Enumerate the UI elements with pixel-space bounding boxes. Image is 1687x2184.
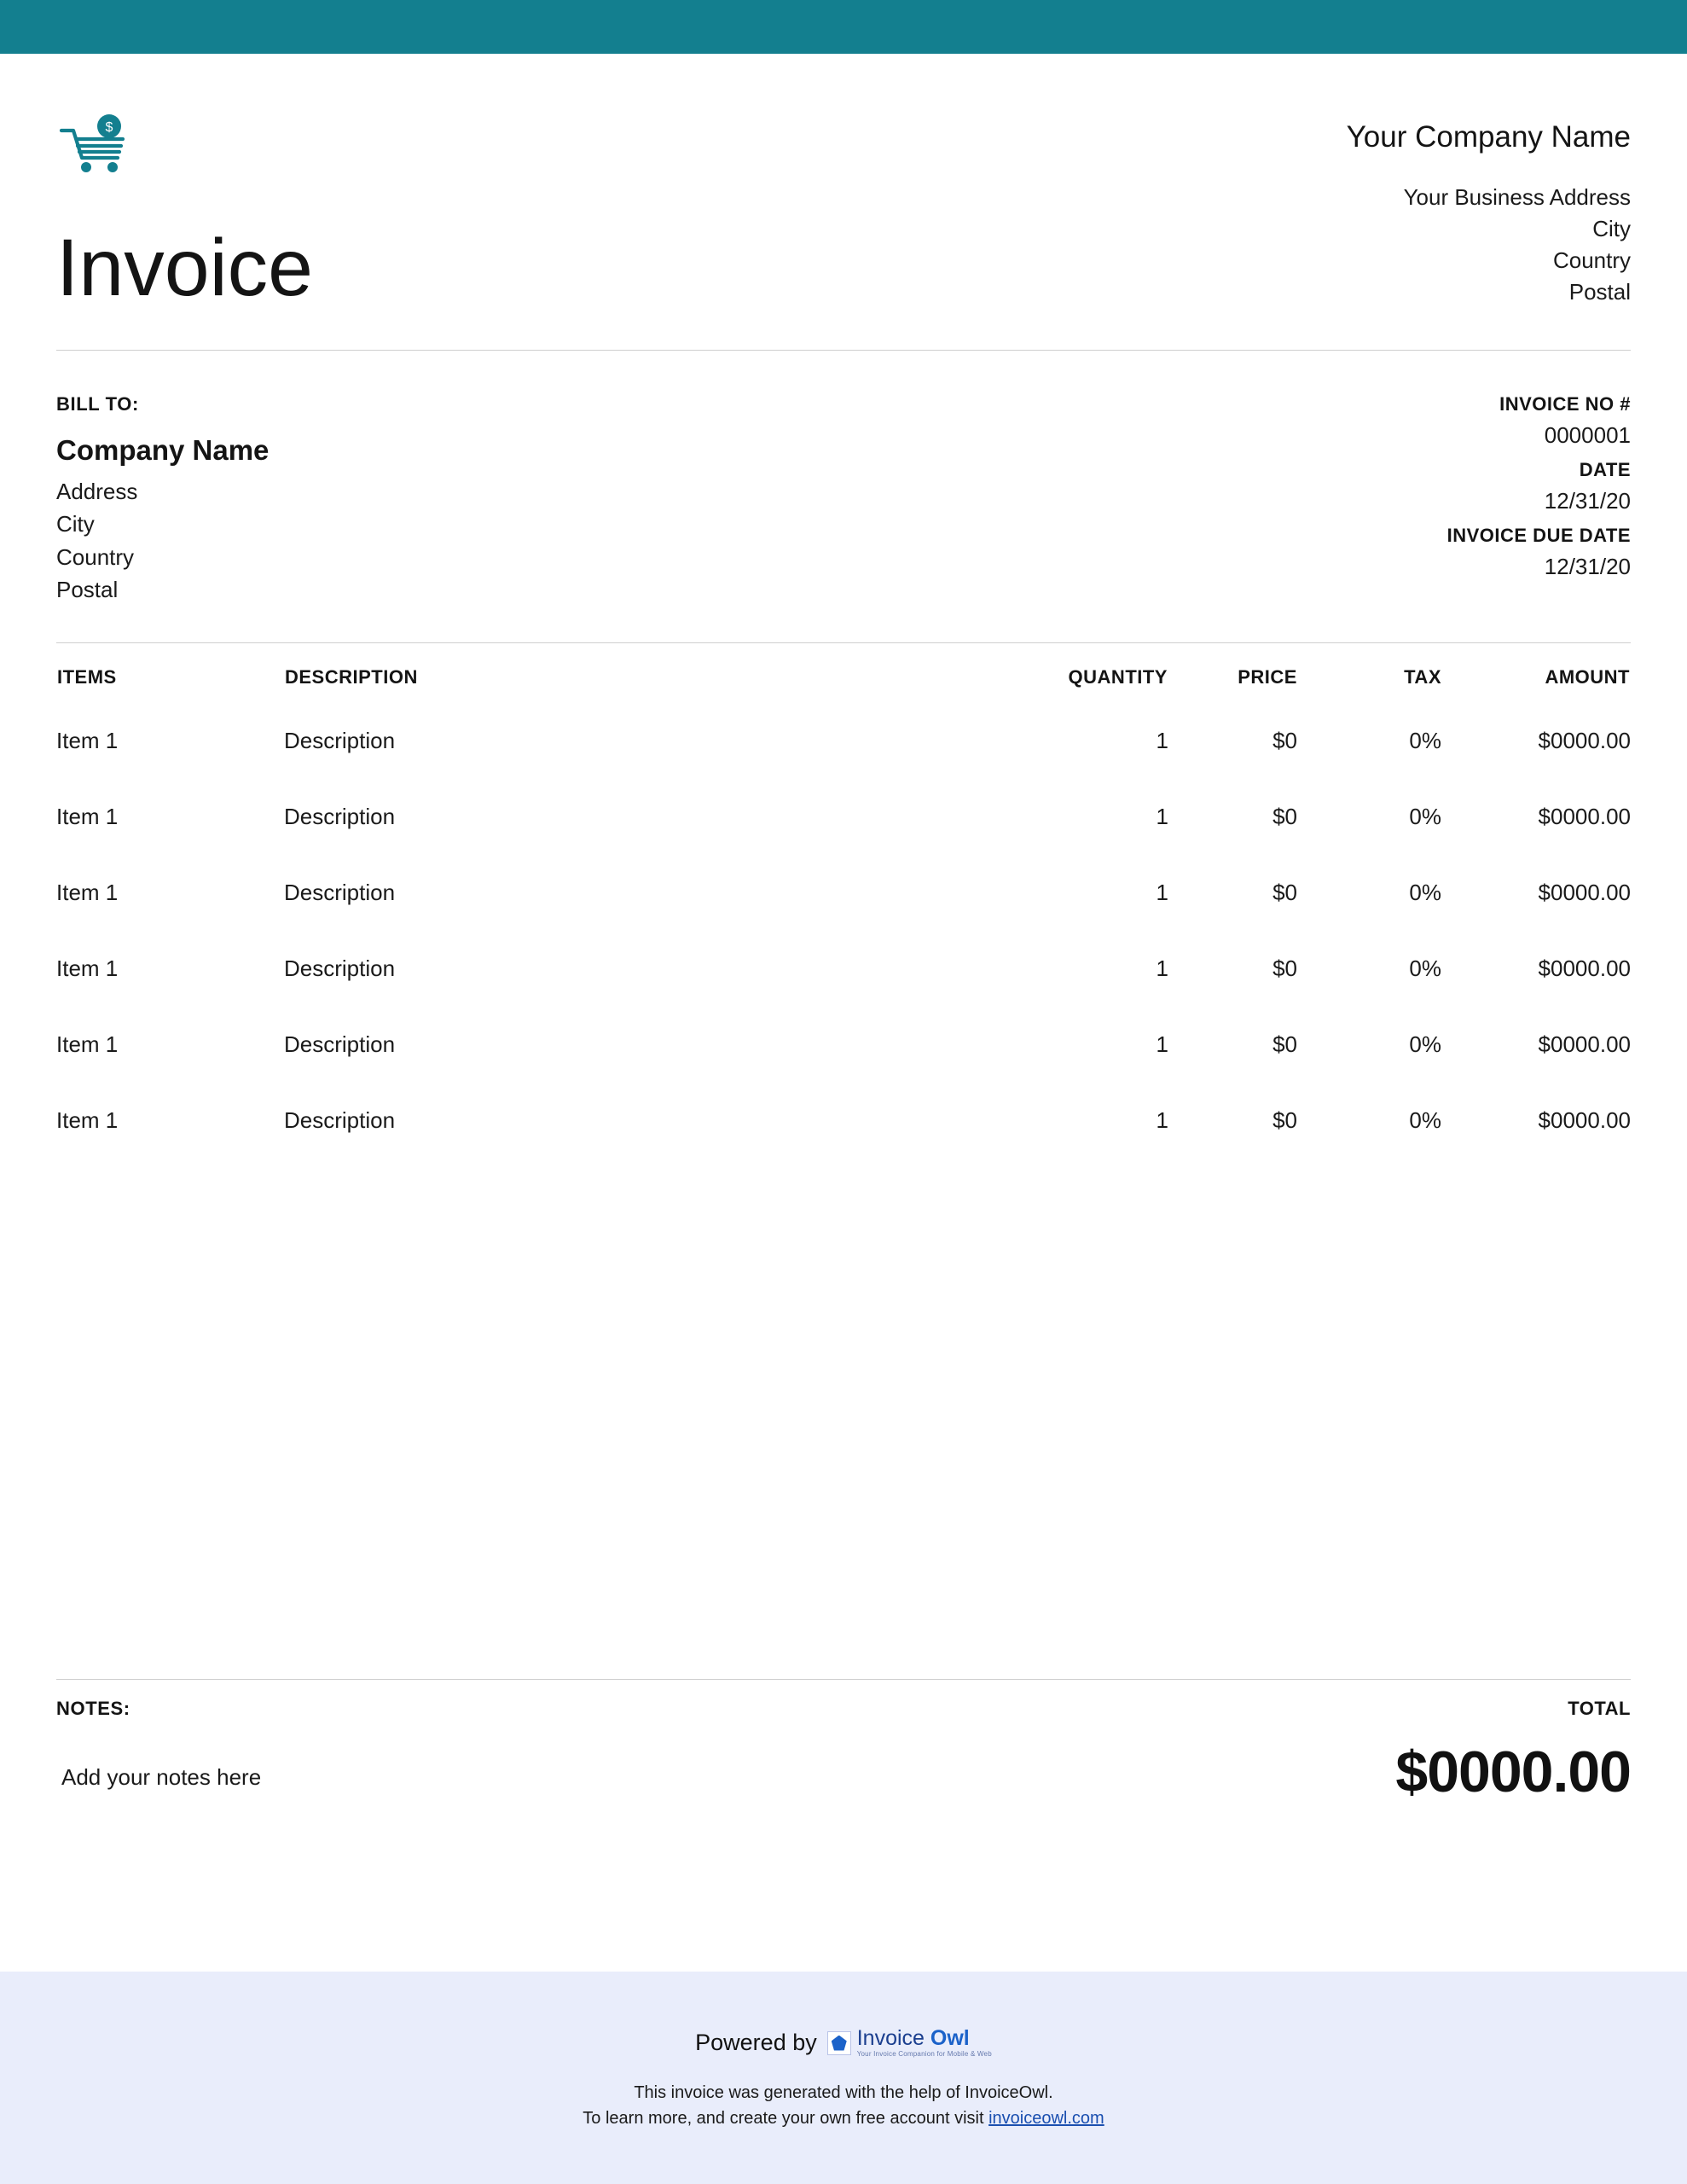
footer-note-line-1: This invoice was generated with the help of InvoiceOwl. — [634, 2083, 1053, 2102]
owl-icon — [827, 2031, 851, 2055]
brand-tagline: Your Invoice Companion for Mobile & Web — [856, 2050, 992, 2058]
logo-and-title — [56, 113, 844, 313]
row-item: Item 1 — [56, 727, 119, 753]
shopping-cart-dollar-icon — [56, 113, 133, 175]
row-description: Description — [284, 955, 396, 981]
powered-by-label: Powered by — [695, 2030, 817, 2055]
invoice-number-label: INVOICE NO # — [1499, 393, 1631, 415]
line-items-header — [56, 665, 1631, 728]
row-tax: 0% — [1409, 727, 1441, 753]
line-items-body — [56, 728, 1631, 1183]
company-address-line-2: City — [1592, 215, 1631, 241]
row-description: Description — [284, 803, 396, 829]
table-row — [56, 804, 1631, 880]
row-quantity: 1 — [1156, 1107, 1168, 1133]
row-amount: $0000.00 — [1538, 727, 1631, 753]
row-price: $0 — [1272, 727, 1297, 753]
row-price: $0 — [1272, 955, 1297, 981]
invoice-due-date-label: INVOICE DUE DATE — [1446, 525, 1631, 546]
total-block — [1395, 1698, 1631, 1805]
row-item: Item 1 — [56, 1107, 119, 1133]
company-address-line-4: Postal — [1568, 278, 1631, 305]
invoice-date-label: DATE — [1579, 459, 1631, 480]
table-row — [56, 728, 1631, 804]
row-tax: 0% — [1409, 1107, 1441, 1133]
row-description: Description — [284, 879, 396, 905]
table-row — [56, 956, 1631, 1031]
row-tax: 0% — [1409, 803, 1441, 829]
header-amount: AMOUNT — [1545, 665, 1630, 688]
invoice-number-value: 0000001 — [1544, 422, 1631, 448]
notes-block — [56, 1698, 261, 1791]
footer-note — [0, 2080, 1687, 2131]
row-tax: 0% — [1409, 955, 1441, 981]
table-row — [56, 880, 1631, 956]
brand-name-light: Invoice — [856, 2026, 925, 2050]
line-items-table — [56, 665, 1631, 1183]
table-row — [56, 1031, 1631, 1107]
powered-by-row — [0, 1972, 1687, 2058]
row-item: Item 1 — [56, 803, 119, 829]
billing-section — [56, 393, 1631, 607]
row-amount: $0000.00 — [1538, 803, 1631, 829]
header-price: PRICE — [1238, 665, 1297, 688]
row-price: $0 — [1272, 803, 1297, 829]
row-description: Description — [284, 727, 396, 753]
bill-to-line-1: Address — [56, 479, 138, 504]
invoiceowl-logo[interactable] — [827, 2028, 992, 2058]
row-amount: $0000.00 — [1538, 879, 1631, 905]
total-value: $0000.00 — [1395, 1740, 1631, 1804]
document-footer — [0, 1972, 1687, 2184]
document-body — [0, 54, 1687, 1183]
brand-name-bold: Owl — [930, 2026, 970, 2050]
items-divider — [56, 642, 1631, 643]
header-items: ITEMS — [57, 665, 117, 688]
row-price: $0 — [1272, 879, 1297, 905]
row-quantity: 1 — [1156, 803, 1168, 829]
bill-to-block — [56, 393, 269, 607]
row-description: Description — [284, 1031, 396, 1057]
bill-to-label: BILL TO: — [56, 393, 139, 415]
row-tax: 0% — [1409, 879, 1441, 905]
row-price: $0 — [1272, 1031, 1297, 1057]
row-price: $0 — [1272, 1107, 1297, 1133]
invoiceowl-link[interactable]: invoiceowl.com — [988, 2109, 1104, 2128]
header-tax: TAX — [1404, 665, 1441, 688]
row-quantity: 1 — [1156, 955, 1168, 981]
total-label: TOTAL — [1568, 1698, 1631, 1719]
row-quantity: 1 — [1156, 727, 1168, 753]
bill-to-company: Company Name — [56, 434, 270, 466]
footer-note-prefix: To learn more, and create your own free account visit — [583, 2109, 984, 2128]
company-address-line-1: Your Business Address — [1403, 184, 1631, 210]
page-title: Invoice — [56, 223, 314, 313]
row-item: Item 1 — [56, 879, 119, 905]
row-tax: 0% — [1409, 1031, 1441, 1057]
brand-name — [857, 2026, 970, 2050]
svg-text:$: $ — [105, 120, 113, 135]
invoice-date-value: 12/31/20 — [1544, 488, 1631, 514]
brand-wordmark — [857, 2028, 992, 2058]
row-amount: $0000.00 — [1538, 1107, 1631, 1133]
totals-divider — [56, 1679, 1631, 1680]
table-row — [56, 1107, 1631, 1183]
row-quantity: 1 — [1156, 1031, 1168, 1057]
company-name: Your Company Name — [1346, 120, 1631, 154]
notes-label: NOTES: — [56, 1698, 130, 1719]
notes-text: Add your notes here — [61, 1764, 262, 1790]
header-quantity: QUANTITY — [1068, 665, 1168, 688]
table-header-row — [56, 665, 1631, 728]
row-amount: $0000.00 — [1538, 1031, 1631, 1057]
bill-to-line-3: Country — [56, 543, 135, 570]
accent-top-bar — [0, 0, 1687, 54]
row-description: Description — [284, 1107, 396, 1133]
row-item: Item 1 — [56, 955, 119, 981]
row-amount: $0000.00 — [1538, 955, 1631, 981]
company-address-line-3: Country — [1552, 247, 1631, 273]
bill-to-line-4: Postal — [56, 577, 119, 603]
bill-to-line-2: City — [56, 511, 95, 537]
header-divider — [56, 350, 1631, 351]
document-header — [56, 54, 1631, 313]
invoice-due-date-value: 12/31/20 — [1544, 554, 1631, 579]
footer-note-line-2 — [0, 2106, 1687, 2131]
invoice-meta-block — [1349, 393, 1631, 607]
company-info — [1347, 113, 1631, 308]
row-item: Item 1 — [56, 1031, 119, 1057]
notes-and-total — [56, 1698, 1631, 1805]
header-description: DESCRIPTION — [285, 665, 418, 688]
row-quantity: 1 — [1156, 879, 1168, 905]
